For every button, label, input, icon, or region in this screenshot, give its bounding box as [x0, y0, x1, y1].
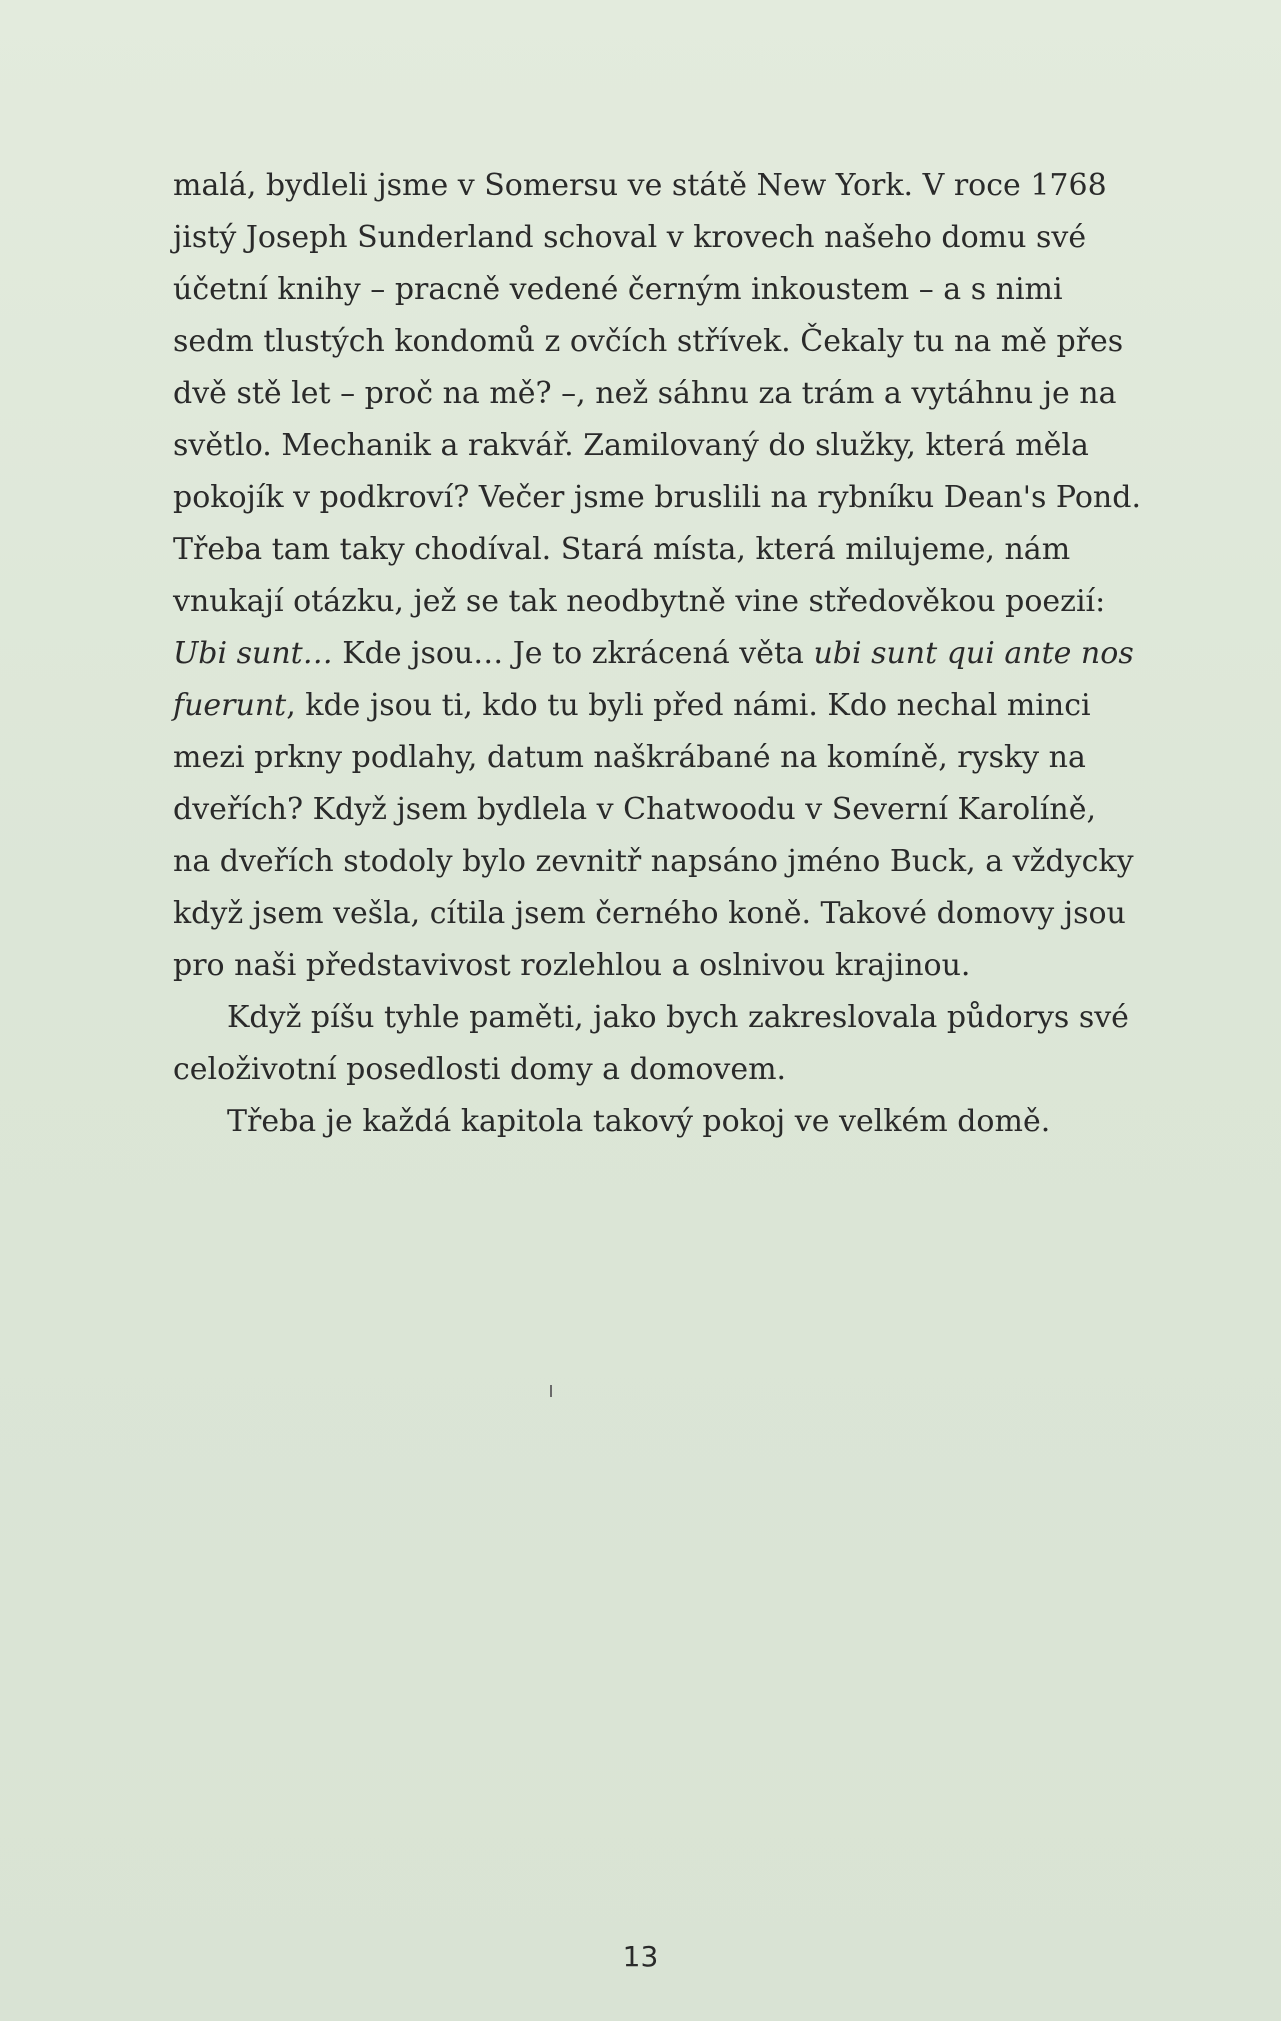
text-run: celoživotní posedlosti domy a domovem. — [173, 1052, 787, 1087]
text-run: pro naši představivost rozlehlou a oslnivou krajinou. — [173, 948, 971, 983]
text-line — [173, 992, 1163, 1044]
text-run: pokojík v podkroví? Večer jsme bruslili na rybníku Dean's Pond. — [173, 480, 1141, 515]
page-number: 13 — [622, 1940, 659, 1973]
body-text — [173, 160, 1163, 1148]
text-line — [173, 160, 1163, 212]
text-line — [173, 628, 1163, 680]
text-run: Když píšu tyhle paměti, jako bych zakreslovala půdorys své — [227, 1000, 1129, 1035]
text-run: sedm tlustých kondomů z ovčích střívek. Čekaly tu na mě přes — [173, 324, 1124, 359]
italic-text: Ubi sunt… — [173, 636, 333, 671]
text-line — [173, 680, 1163, 732]
text-line — [173, 1096, 1163, 1148]
text-run: jistý Joseph Sunderland schoval v krovech našeho domu své — [173, 220, 1087, 255]
text-run: když jsem vešla, cítila jsem černého koně. Takové domovy jsou — [173, 896, 1126, 931]
text-run: dveřích? Když jsem bydlela v Chatwoodu v Severní Karolíně, — [173, 792, 1096, 827]
text-run: na dveřích stodoly bylo zevnitř napsáno jméno Buck, a vždycky — [173, 844, 1134, 879]
text-line — [173, 264, 1163, 316]
text-run: účetní knihy – pracně vedené černým inkoustem – a s nimi — [173, 272, 1063, 307]
text-run: dvě stě let – proč na mě? –, než sáhnu za trám a vytáhnu je na — [173, 376, 1117, 411]
text-line — [173, 576, 1163, 628]
text-line — [173, 472, 1163, 524]
text-run: Třeba je každá kapitola takový pokoj ve velkém domě. — [227, 1104, 1051, 1139]
text-line — [173, 368, 1163, 420]
text-line — [173, 888, 1163, 940]
text-run: Kde jsou… Je to zkrácená věta — [332, 636, 814, 671]
text-run: Třeba tam taky chodíval. Stará místa, která milujeme, nám — [173, 532, 1071, 567]
text-line — [173, 836, 1163, 888]
text-line — [173, 316, 1163, 368]
text-line — [173, 940, 1163, 992]
text-line — [173, 1044, 1163, 1096]
italic-text: ubi sunt qui ante nos — [813, 636, 1134, 671]
text-run: světlo. Mechanik a rakvář. Zamilovaný do služky, která měla — [173, 428, 1089, 463]
text-run: mezi prkny podlahy, datum naškrábané na komíně, rysky na — [173, 740, 1086, 775]
text-line — [173, 732, 1163, 784]
italic-text: fuerunt — [173, 688, 287, 723]
text-run: , kde jsou ti, kdo tu byli před námi. Kdo nechal minci — [286, 688, 1091, 723]
text-line — [173, 784, 1163, 836]
text-run: malá, bydleli jsme v Somersu ve státě New York. V roce 1768 — [173, 168, 1107, 203]
text-line — [173, 524, 1163, 576]
text-line — [173, 212, 1163, 264]
text-run: vnukají otázku, jež se tak neodbytně vine středověkou poezií: — [173, 584, 1106, 619]
text-line — [173, 420, 1163, 472]
paper-speck — [550, 1385, 552, 1397]
